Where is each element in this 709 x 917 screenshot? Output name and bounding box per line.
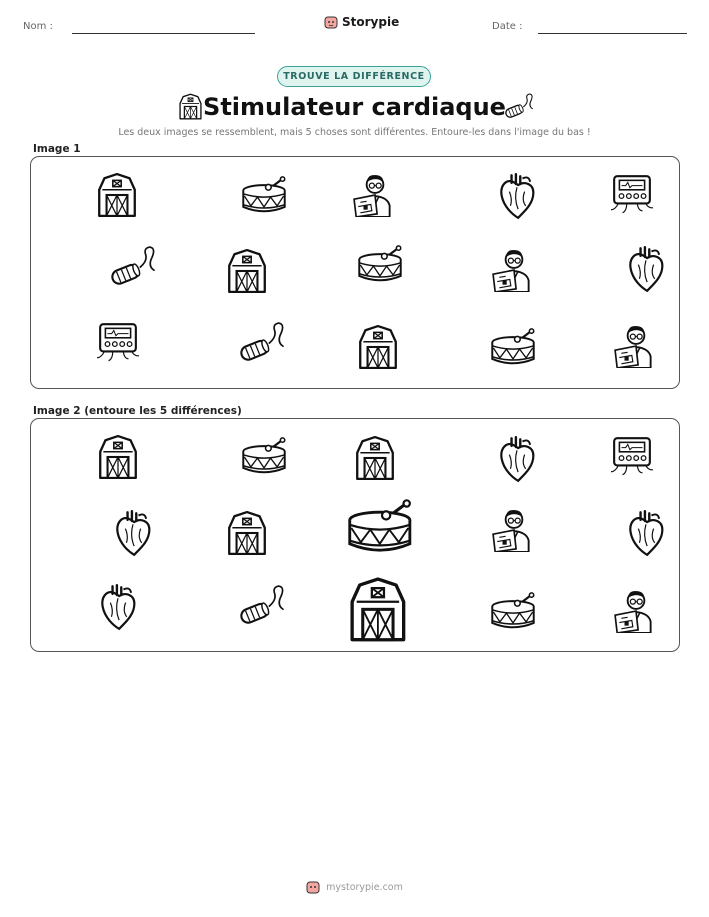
barn-icon[interactable] (346, 576, 410, 643)
instructions: Les deux images se ressemblent, mais 5 choses sont différentes. Entoure-les dans l'image du bas ! (118, 127, 591, 138)
monitor-icon (608, 173, 656, 215)
pacemaker-icon (107, 245, 159, 287)
storypie-icon (306, 880, 320, 894)
page-title: Stimulateur cardiaque (203, 93, 506, 121)
drum-icon[interactable] (489, 592, 537, 632)
doctor-icon (352, 171, 398, 217)
drum-icon[interactable] (240, 437, 288, 477)
pacemaker-icon[interactable] (236, 584, 288, 626)
doctor-icon (491, 246, 537, 292)
storypie-icon (324, 15, 338, 29)
brand-logo (324, 13, 399, 31)
pacemaker-icon (503, 92, 535, 120)
barn-icon[interactable] (353, 435, 397, 481)
heart-icon (626, 245, 666, 293)
drum-icon (356, 245, 404, 285)
doctor-icon[interactable] (613, 587, 659, 633)
drum-icon (489, 328, 537, 368)
doctor-icon[interactable] (491, 506, 537, 552)
image2-panel[interactable] (30, 418, 680, 652)
barn-icon (95, 172, 139, 218)
monitor-icon[interactable] (608, 435, 656, 477)
image1-panel (30, 156, 680, 389)
footer (0, 880, 709, 894)
barn-icon (225, 248, 269, 294)
date-line[interactable] (538, 33, 687, 34)
date-label: Date : (492, 21, 523, 32)
heart-icon[interactable] (497, 435, 537, 483)
image1-label: Image 1 (33, 143, 81, 155)
brand-name: Storypie (342, 15, 400, 29)
name-label: Nom : (23, 21, 53, 32)
drum-icon[interactable] (345, 499, 415, 557)
drum-icon (240, 176, 288, 216)
footer-url[interactable]: mystorypie.com (326, 881, 403, 893)
barn-icon (356, 324, 400, 370)
monitor-icon (94, 321, 142, 363)
name-line[interactable] (72, 33, 255, 34)
barn-icon[interactable] (225, 510, 269, 556)
activity-badge: TROUVE LA DIFFÉRENCE (277, 66, 431, 87)
heart-icon[interactable] (626, 509, 666, 557)
heart-icon[interactable] (98, 583, 138, 631)
heart-icon (497, 172, 537, 220)
doctor-icon (613, 322, 659, 368)
barn-icon[interactable] (96, 434, 140, 480)
heart-icon[interactable] (113, 509, 153, 557)
pacemaker-icon (236, 321, 288, 363)
image2-label: Image 2 (entoure les 5 différences) (33, 405, 242, 417)
